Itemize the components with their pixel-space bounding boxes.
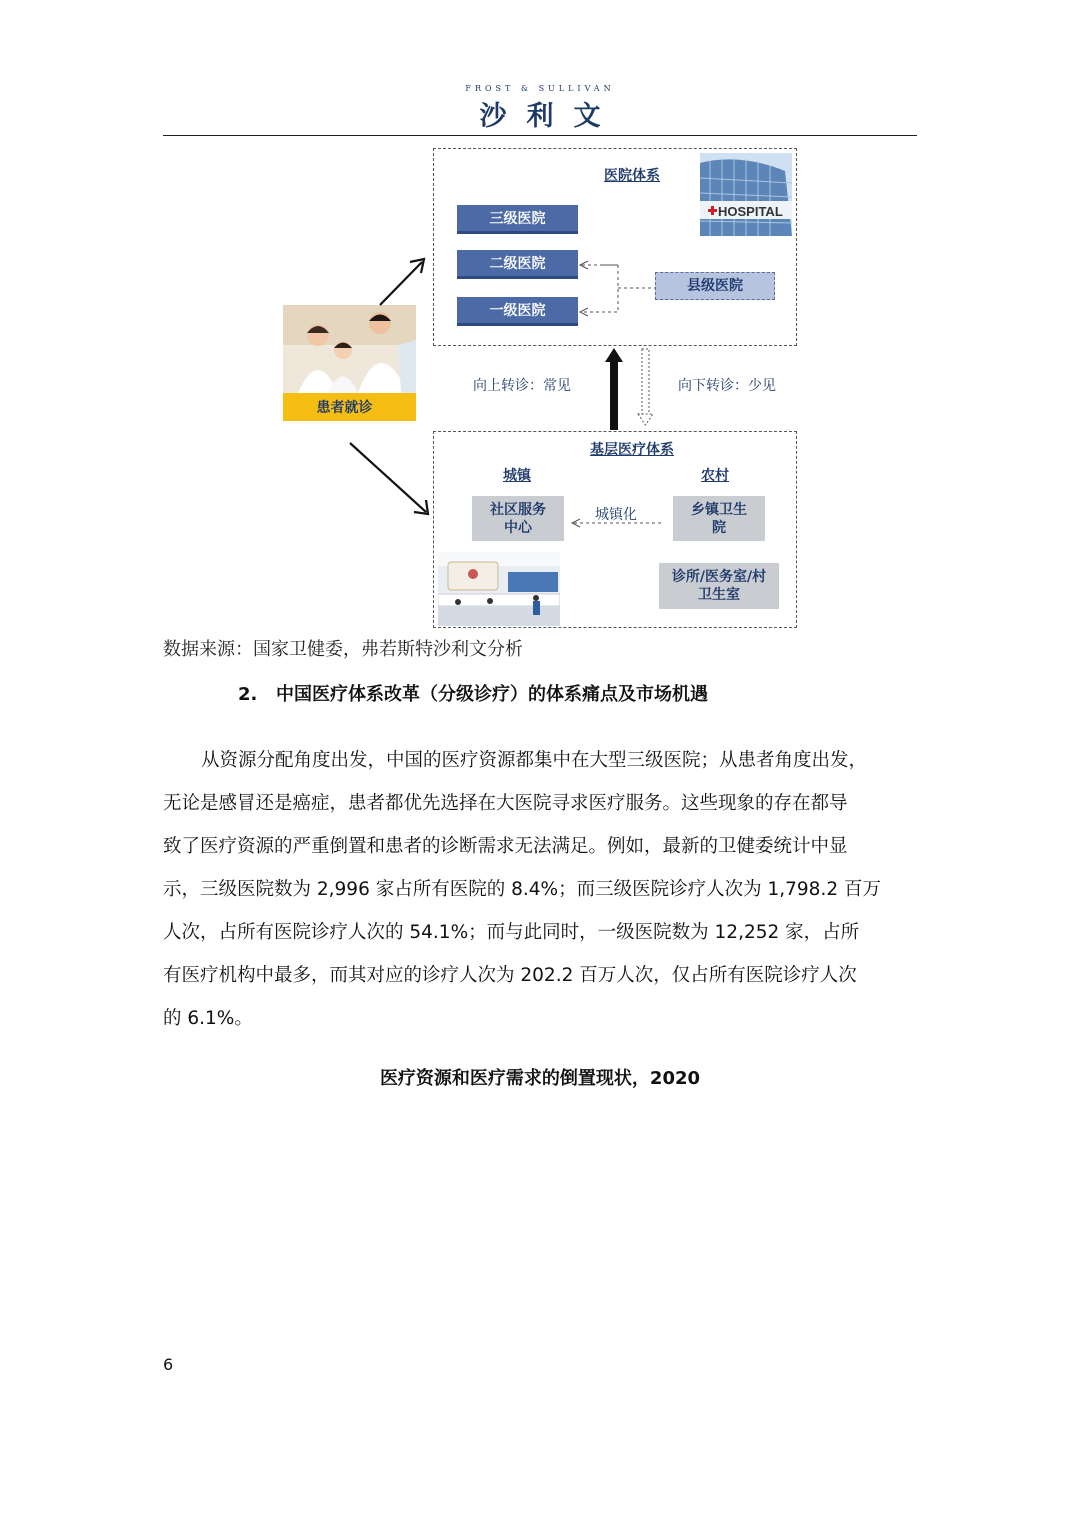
section-heading — [163, 680, 917, 706]
patient-label: 患者就诊 — [316, 400, 373, 416]
tertiary-hospital-box: 三级医院 — [457, 205, 578, 234]
paragraph-line: 人次，占所有医院诊疗人次的 54.1%；而与此同时，一级医院数为 12,252 家，占所 — [163, 922, 860, 943]
header-rule — [163, 135, 917, 136]
referral-arrows — [600, 346, 660, 431]
paragraph-line: 从资源分配角度出发，中国的医疗资源都集中在大型三级医院；从患者角度出发， — [201, 750, 868, 771]
clinic-lobby-image — [438, 552, 560, 626]
county-arrows — [560, 240, 670, 330]
figure-title: 医疗资源和医疗需求的倒置现状，2020 — [379, 1068, 701, 1089]
community-center-label: 社区服务中心 — [490, 501, 546, 536]
clinic-box — [659, 563, 779, 609]
urbanization-label: 城镇化 — [595, 507, 637, 523]
township-hospital-label: 乡镇卫生院 — [691, 501, 747, 536]
primary-care-title: 基层医疗体系 — [590, 442, 674, 458]
paragraph-line: 致了医疗资源的严重倒置和患者的诊断需求无法满足。例如，最新的卫健委统计中显 — [163, 836, 848, 857]
logo-chinese: 沙利文 — [479, 101, 621, 132]
logo-english: FROST & SULLIVAN — [465, 84, 615, 93]
clinic-label: 诊所/医务室/村卫生室 — [671, 569, 767, 603]
urbanization-arrow — [566, 515, 666, 531]
hospital-building-photo — [700, 153, 792, 236]
paragraph-line: 无论是感冒还是癌症，患者都优先选择在大医院寻求医疗服务。这些现象的存在都导 — [163, 793, 848, 814]
paragraph-line: 的 6.1%。 — [163, 1008, 253, 1029]
community-center-photo — [438, 552, 560, 626]
paragraph-line: 示，三级医院数为 2,996 家占所有医院的 8.4%；而三级医院诊疗人次为 1,798.2 百万 — [163, 879, 881, 900]
hospital-system-title: 医院体系 — [604, 168, 660, 184]
hospital-building-image — [700, 153, 792, 236]
data-source: 数据来源：国家卫健委，弗若斯特沙利文分析 — [163, 639, 523, 660]
rural-label: 农村 — [701, 468, 729, 484]
county-hospital-box: 县级医院 — [655, 272, 775, 300]
secondary-hospital-box: 二级医院 — [457, 250, 578, 279]
community-center-box — [472, 496, 564, 541]
referral-down-label: 向下转诊：少见 — [678, 378, 776, 394]
section-number: 2. — [238, 684, 258, 705]
urban-label: 城镇 — [503, 468, 531, 484]
referral-up-label: 向上转诊：常见 — [473, 378, 571, 394]
township-hospital-box — [673, 496, 765, 541]
page-number: 6 — [163, 1355, 174, 1374]
hospital-sign-text: HOSPITAL — [718, 204, 783, 219]
section-title: 中国医疗体系改革（分级诊疗）的体系痛点及市场机遇 — [276, 684, 708, 705]
primary-hospital-box: 一级医院 — [457, 297, 578, 326]
patient-arrows — [340, 250, 440, 520]
body-paragraph — [163, 739, 917, 1040]
paragraph-line: 有医疗机构中最多，而其对应的诊疗人次为 202.2 百万人次，仅占所有医院诊疗人次 — [163, 965, 857, 986]
